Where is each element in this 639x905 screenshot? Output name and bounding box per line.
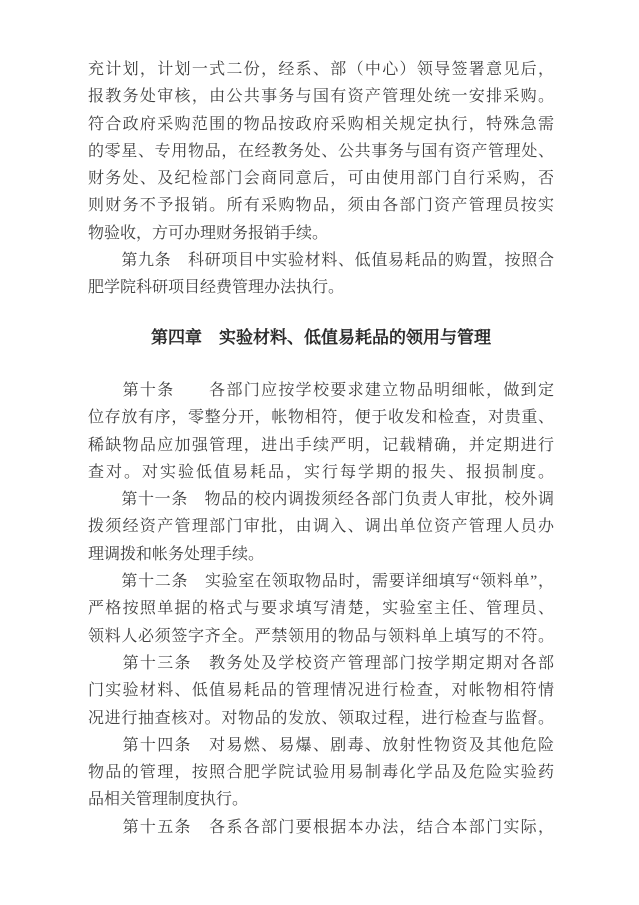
doc-line: 财务处、及纪检部门会商同意后，可由使用部门自行采购，否 [88,170,554,188]
doc-line: 拨须经资产管理部门审批，由调入、调出单位资产管理人员办 [88,518,554,536]
doc-line-paragraph-end: 品相关管理制度执行。 [88,791,249,809]
doc-line: 符合政府采购范围的物品按政府采购相关规定执行，特殊急需 [88,115,554,133]
doc-line-article-13: 第十三条 教务处及学校资产管理部门按学期定期对各部 [88,654,554,672]
doc-line: 的零星、专用物品，在经教务处、公共事务与国有资产管理处、 [88,142,554,160]
doc-line-article-15: 第十五条 各系各部门要根据本办法，结合本部门实际， [88,818,554,836]
doc-line: 查对。对实验低值易耗品，实行每学期的报失、报损制度。 [88,463,554,481]
document-text-block [88,56,554,841]
doc-line-paragraph-end: 理调拨和帐务处理手续。 [88,545,265,563]
doc-line: 领料人必须签字齐全。严禁领用的物品与领料单上填写的不符。 [88,627,554,645]
doc-line-article-14: 第十四条 对易燃、易爆、剧毒、放射性物资及其他危险 [88,736,554,754]
doc-line-paragraph-end: 物验收，方可办理财务报销手续。 [88,224,329,242]
doc-line: 况进行抽查核对。对物品的发放、领取过程，进行检查与监督。 [88,709,554,727]
doc-line: 则财务不予报销。所有采购物品，须由各部门资产管理员按实 [88,197,554,215]
doc-line: 严格按照单据的格式与要求填写清楚，实验室主任、管理员、 [88,600,554,618]
doc-line-article-11: 第十一条 物品的校内调拨须经各部门负责人审批，校外调 [88,491,554,509]
doc-line: 报教务处审核，由公共事务与国有资产管理处统一安排采购。 [88,88,554,106]
doc-line-paragraph-end: 肥学院科研项目经费管理办法执行。 [88,279,345,297]
chapter-heading: 第四章 实验材料、低值易耗品的领用与管理 [151,327,491,347]
doc-line-article-12: 第十二条 实验室在领取物品时，需要详细填写“领料单”， [88,573,554,591]
doc-line: 门实验材料、低值易耗品的管理情况进行检查，对帐物相符情 [88,682,554,700]
doc-line: 位存放有序，零整分开，帐物相符，便于收发和检查，对贵重、 [88,409,554,427]
doc-line: 充计划，计划一式二份，经系、部（中心）领导签署意见后， [88,61,554,78]
doc-line: 物品的管理，按照合肥学院试验用易制毒化学品及危险实验药 [88,764,554,782]
doc-line-article-10: 第十条 各部门应按学校要求建立物品明细帐，做到定 [88,381,554,399]
doc-line: 稀缺物品应加强管理，进出手续严明，记载精确，并定期进行 [88,436,554,454]
doc-line-article-9: 第九条 科研项目中实验材料、低值易耗品的购置，按照合 [88,252,554,270]
